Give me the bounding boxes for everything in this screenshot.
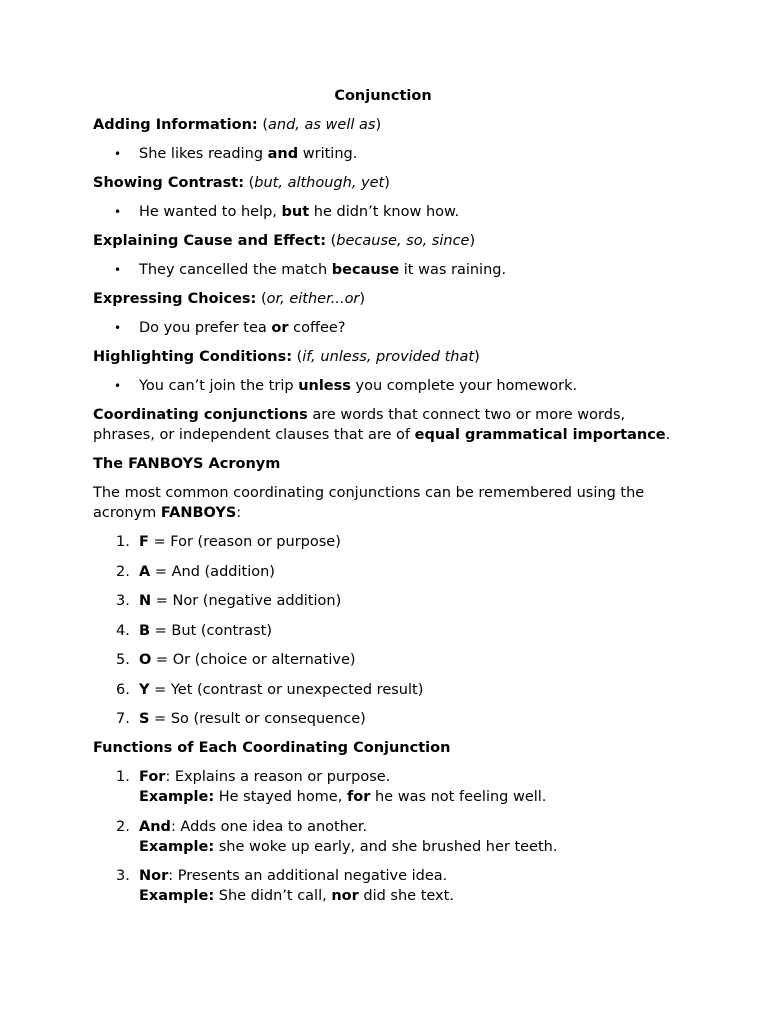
fanboys-text: = Or (choice or alternative): [151, 652, 356, 668]
example-conjunction: unless: [298, 378, 351, 394]
intro-text: The most common coordinating conjunctions can be remembered using the acronym: [93, 485, 645, 521]
example-text: he was not feeling well.: [370, 789, 547, 805]
definition-end: .: [665, 427, 671, 443]
fanboys-item: [93, 591, 673, 611]
example-conjunction: for: [346, 789, 371, 805]
example-list: [93, 376, 673, 396]
fanboys-text: = But (contrast): [150, 622, 272, 639]
example-item: [93, 202, 673, 222]
function-word: Nor: [139, 868, 169, 884]
fanboys-item: [93, 621, 673, 641]
section-label: Explaining Cause and Effect:: [93, 233, 327, 249]
list-number: 5.: [116, 652, 130, 668]
example-text: Do you prefer tea: [139, 320, 272, 336]
example-label: Example:: [139, 888, 215, 904]
function-word: And: [139, 818, 171, 835]
list-number: 4.: [116, 622, 130, 639]
fanboys-letter: F: [139, 534, 149, 550]
fanboys-item: [93, 709, 673, 729]
example-text: it was raining.: [399, 262, 507, 278]
example-list: [93, 260, 673, 280]
example-conjunction: or: [271, 320, 289, 336]
list-number: 3.: [116, 868, 130, 884]
example-text: They cancelled the match: [139, 262, 332, 278]
example-conjunction: nor: [331, 888, 359, 904]
example-text: coffee?: [288, 320, 346, 336]
fanboys-letter: O: [139, 652, 152, 668]
example-text: she woke up early, and she brushed her teeth.: [214, 838, 558, 855]
list-number: 7.: [116, 711, 130, 727]
section-words: and, as well as: [268, 117, 376, 133]
list-number: 6.: [116, 681, 130, 698]
fanboys-text: = So (result or consequence): [149, 711, 366, 727]
intro-acronym: FANBOYS: [160, 505, 237, 521]
fanboys-heading: The FANBOYS Acronym: [93, 456, 281, 472]
example-conjunction: because: [331, 262, 400, 278]
section-heading-adding: Adding Information: (and, as well as): [93, 117, 382, 133]
fanboys-letter: A: [139, 563, 151, 580]
example-item: [93, 318, 673, 338]
function-word: For: [139, 769, 166, 785]
fanboys-text: = For (reason or purpose): [148, 534, 341, 550]
example-list: [93, 144, 673, 164]
section-heading-cause-effect: Explaining Cause and Effect: (because, so, since): [93, 233, 476, 249]
fanboys-letter: B: [139, 622, 151, 639]
fanboys-intro: [93, 483, 673, 523]
fanboys-text: = And (addition): [150, 563, 275, 580]
example-item: [93, 144, 673, 164]
section-label: Highlighting Conditions:: [93, 349, 292, 365]
definition-paragraph: [93, 405, 673, 445]
example-text: you complete your homework.: [350, 378, 578, 394]
example-label: Example:: [139, 789, 215, 805]
fanboys-item: [93, 532, 673, 552]
fanboys-text: = Yet (contrast or unexpected result): [149, 681, 424, 698]
section-words: because, so, since: [336, 233, 470, 249]
function-desc: : Explains a reason or purpose.: [165, 769, 391, 785]
functions-heading: Functions of Each Coordinating Conjunction: [93, 740, 451, 756]
functions-list: [93, 767, 673, 906]
function-item: [93, 817, 673, 857]
intro-end: :: [236, 505, 242, 521]
list-number: 2.: [116, 563, 130, 580]
fanboys-item: [93, 680, 673, 700]
example-text: She didn’t call,: [214, 888, 332, 904]
list-number: 1.: [116, 534, 130, 550]
fanboys-letter: S: [139, 711, 150, 727]
fanboys-letter: N: [139, 593, 152, 609]
section-heading-choices: Expressing Choices: (or, either...or): [93, 291, 366, 307]
definition-emphasis: equal grammatical importance: [414, 427, 666, 443]
list-number: 1.: [116, 769, 130, 785]
example-text: You can’t join the trip: [139, 378, 299, 394]
function-desc: : Presents an additional negative idea.: [168, 868, 448, 884]
definition-term: Coordinating conjunctions: [93, 407, 308, 423]
example-text: writing.: [298, 146, 358, 162]
fanboys-text: = Nor (negative addition): [151, 593, 342, 609]
section-words: if, unless, provided that: [302, 349, 475, 365]
fanboys-item: [93, 562, 673, 582]
fanboys-letter: Y: [139, 681, 150, 698]
section-heading-conditions: Highlighting Conditions: (if, unless, provided that): [93, 349, 480, 365]
fanboys-item: [93, 650, 673, 670]
example-conjunction: but: [281, 204, 310, 220]
section-heading-contrast: Showing Contrast: (but, although, yet): [93, 175, 390, 191]
example-list: [93, 202, 673, 222]
example-text: he didn’t know how.: [309, 204, 460, 220]
section-label: Adding Information:: [93, 117, 258, 133]
example-conjunction: and: [267, 146, 299, 162]
list-number: 2.: [116, 818, 130, 835]
function-item: [93, 866, 673, 906]
example-item: [93, 260, 673, 280]
document-body: [93, 86, 673, 915]
section-words: but, although, yet: [254, 175, 385, 191]
example-list: [93, 318, 673, 338]
list-number: 3.: [116, 593, 130, 609]
example-text: He wanted to help,: [139, 204, 282, 220]
function-item: [93, 767, 673, 807]
definition-text: are words that connect two or more words, phrases, or independent clauses that are of: [93, 407, 626, 443]
example-text: did she text.: [358, 888, 454, 904]
example-item: [93, 376, 673, 396]
page-title: Conjunction: [334, 88, 432, 104]
example-text: He stayed home,: [214, 789, 347, 805]
section-label: Showing Contrast:: [93, 175, 244, 191]
example-text: She likes reading: [139, 146, 268, 162]
section-words: or, either...or: [266, 291, 360, 307]
example-label: Example:: [139, 838, 215, 855]
section-label: Expressing Choices:: [93, 291, 257, 307]
fanboys-list: [93, 532, 673, 729]
function-desc: : Adds one idea to another.: [170, 818, 368, 835]
